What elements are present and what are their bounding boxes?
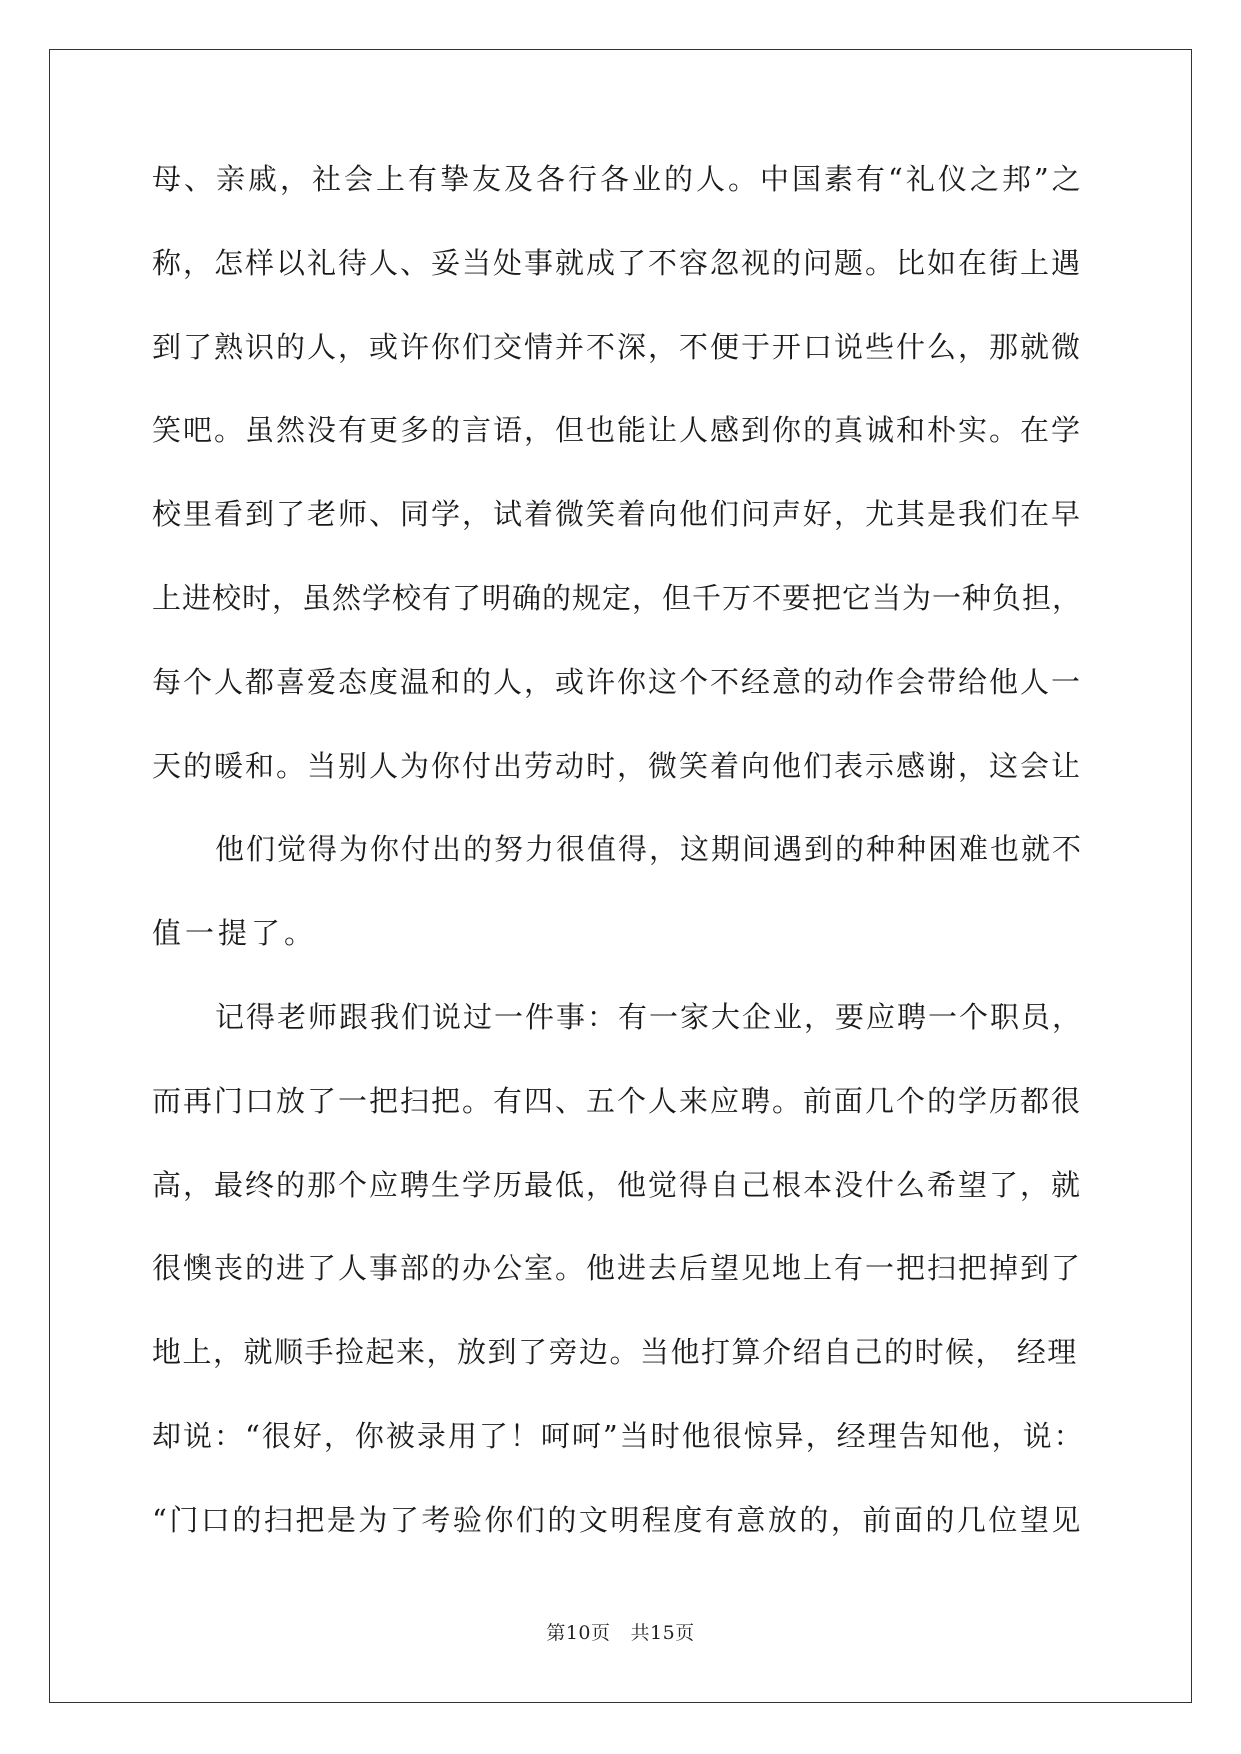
text-line: 每个人都喜爱态度温和的人，或许你这个不经意的动作会带给他人一 <box>152 664 1083 699</box>
text-line: 笑吧。虽然没有更多的言语，但也能让人感到你的真诚和朴实。在学 <box>152 413 1083 448</box>
text-line: 他们觉得为你付出的努力很值得，这期间遇到的种种困难也就不 <box>215 832 1084 867</box>
text-line: 而再门口放了一把扫把。有四、五个人来应聘。前面几个的学历都很 <box>152 1083 1083 1118</box>
page-footer <box>0 1618 1241 1645</box>
text-line: 地上，就顺手捡起来，放到了旁边。当他打算介绍自己的时候， 经理 <box>152 1335 1078 1370</box>
text-line: 值一提了。 <box>152 916 318 951</box>
text-line: 到了熟识的人，或许你们交情并不深，不便于开口说些什么，那就微 <box>152 329 1083 364</box>
text-line: 天的暖和。当别人为你付出劳动时，微笑着向他们表示感谢，这会让 <box>152 748 1083 783</box>
text-line: “门口的扫把是为了考验你们的文明程度有意放的，前面的几位望见 <box>152 1502 1083 1537</box>
text-line: 却说：“很好，你被录用了！呵呵”当时他很惊异，经理告知他，说： <box>152 1418 1085 1453</box>
text-line: 记得老师跟我们说过一件事：有一家大企业，要应聘一个职员， <box>215 999 1084 1034</box>
text-line: 上进校时，虽然学校有了明确的规定，但千万不要把它当为一种负担， <box>152 580 1083 615</box>
total-page-count: 共15页 <box>630 1622 695 1644</box>
text-line: 母、亲戚，社会上有挚友及各行各业的人。中国素有“礼仪之邦”之 <box>152 162 1084 196</box>
current-page-number: 第10页 <box>546 1622 611 1644</box>
text-line: 高，最终的那个应聘生学历最低，他觉得自己根本没什么希望了，就 <box>152 1167 1083 1202</box>
text-line: 很懊丧的进了人事部的办公室。他进去后望见地上有一把扫把掉到了 <box>152 1251 1083 1286</box>
text-line: 校里看到了老师、同学，试着微笑着向他们问声好，尤其是我们在早 <box>152 497 1083 532</box>
text-line: 称，怎样以礼待人、妥当处事就成了不容忽视的问题。比如在街上遇 <box>152 245 1083 280</box>
document-body <box>152 158 1092 1583</box>
